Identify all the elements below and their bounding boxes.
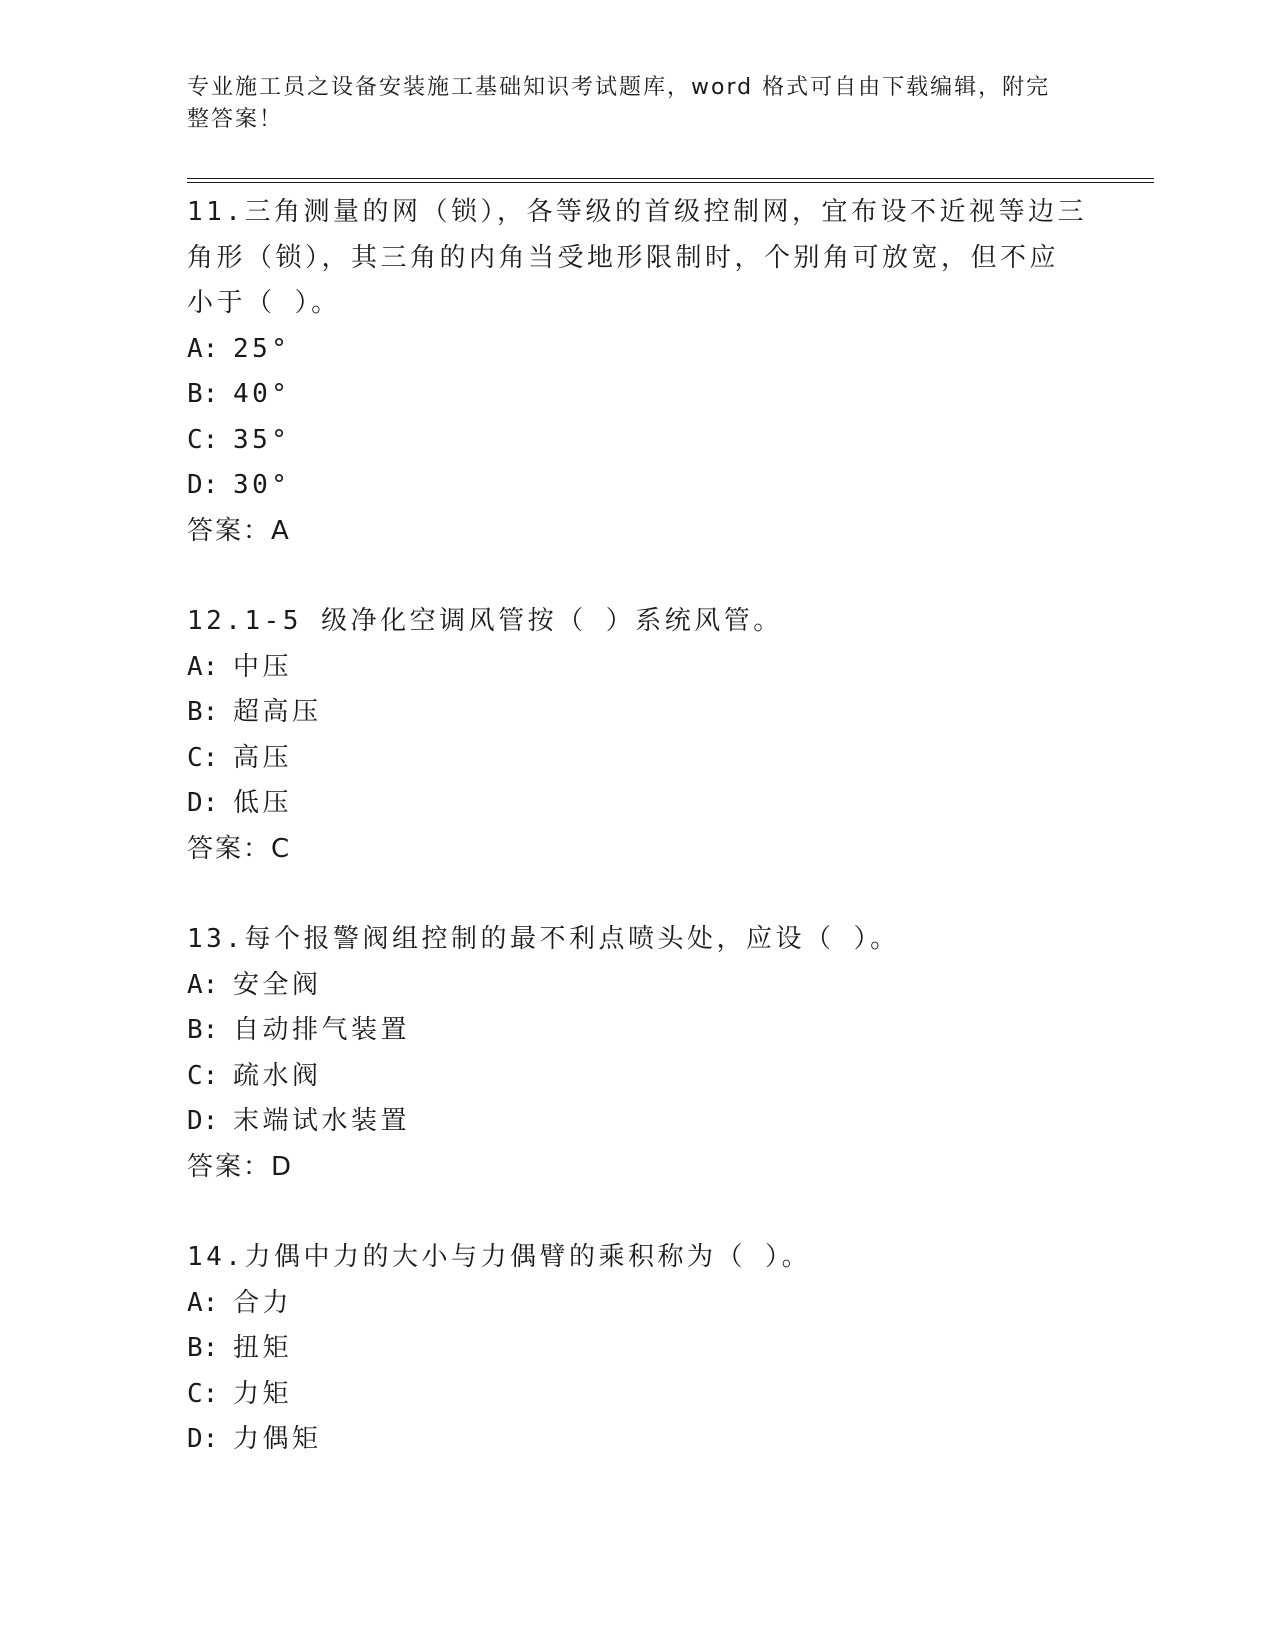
option-text: 力偶矩 [233, 1424, 322, 1454]
option-label: D: [187, 1424, 219, 1454]
option-d [187, 463, 1087, 509]
question-stem: 13.每个报警阀组控制的最不利点喷头处，应设（ ）。 [187, 924, 900, 954]
spacer [187, 554, 1087, 599]
answer-line: 答案：C [187, 833, 292, 864]
option-text: 疏水阀 [233, 1060, 322, 1091]
option-label: D: [187, 470, 219, 500]
option-label: C: [187, 1378, 219, 1409]
option-text: 末端试水装置 [233, 1106, 411, 1136]
option-c [187, 1054, 1087, 1100]
option-label: B: [187, 1015, 219, 1045]
option-label: A: [187, 651, 219, 682]
question-11 [187, 190, 1087, 554]
option-c [187, 418, 1087, 464]
question-list [187, 190, 1087, 1463]
option-text: 高压 [233, 742, 293, 773]
header-divider [187, 178, 1154, 183]
option-b [187, 1326, 1087, 1372]
option-label: D: [187, 788, 219, 818]
option-text: 力矩 [233, 1378, 293, 1409]
option-d [187, 1417, 1087, 1463]
question-stem: 14.力偶中力的大小与力偶臂的乘积称为（ ）。 [187, 1242, 812, 1272]
spacer [187, 1190, 1087, 1235]
option-label: A: [187, 969, 219, 1000]
option-a [187, 1281, 1087, 1327]
option-text: 合力 [233, 1287, 293, 1318]
question-12 [187, 599, 1087, 872]
option-label: A: [187, 1287, 219, 1318]
option-label: A: [187, 333, 219, 364]
option-a [187, 963, 1087, 1009]
option-b [187, 690, 1087, 736]
answer-line: 答案：A [187, 515, 291, 546]
answer-line: 答案：D [187, 1151, 294, 1182]
option-text: 35° [233, 424, 291, 455]
option-label: B: [187, 379, 219, 409]
option-d [187, 781, 1087, 827]
option-text: 低压 [233, 788, 293, 818]
option-c [187, 736, 1087, 782]
option-d [187, 1099, 1087, 1145]
option-text: 扭矩 [233, 1333, 293, 1363]
option-text: 安全阀 [233, 969, 322, 1000]
option-label: B: [187, 697, 219, 727]
question-14 [187, 1235, 1087, 1463]
option-label: C: [187, 1060, 219, 1091]
option-b [187, 1008, 1087, 1054]
option-text: 40° [233, 379, 291, 409]
question-stem: 11.三角测量的网（锁），各等级的首级控制网，宜布设不近视等边三角形（锁），其三角的内角当受地形限制时，个别角可放宽，但不应小于（ ）。 [187, 197, 1087, 318]
question-13 [187, 917, 1087, 1190]
question-stem: 12.1-5 级净化空调风管按（ ）系统风管。 [187, 606, 783, 636]
option-text: 超高压 [233, 697, 322, 727]
option-a [187, 645, 1087, 691]
option-text: 25° [233, 333, 291, 364]
option-label: D: [187, 1106, 219, 1136]
option-label: B: [187, 1333, 219, 1363]
option-text: 自动排气装置 [233, 1015, 411, 1045]
document-header: 专业施工员之设备安装施工基础知识考试题库，word 格式可自由下载编辑，附完整答案！ [187, 75, 1051, 132]
option-text: 中压 [233, 651, 293, 682]
option-label: C: [187, 742, 219, 773]
option-text: 30° [233, 470, 291, 500]
spacer [187, 872, 1087, 917]
option-c [187, 1372, 1087, 1418]
option-a [187, 327, 1087, 373]
option-b [187, 372, 1087, 418]
option-label: C: [187, 424, 219, 455]
